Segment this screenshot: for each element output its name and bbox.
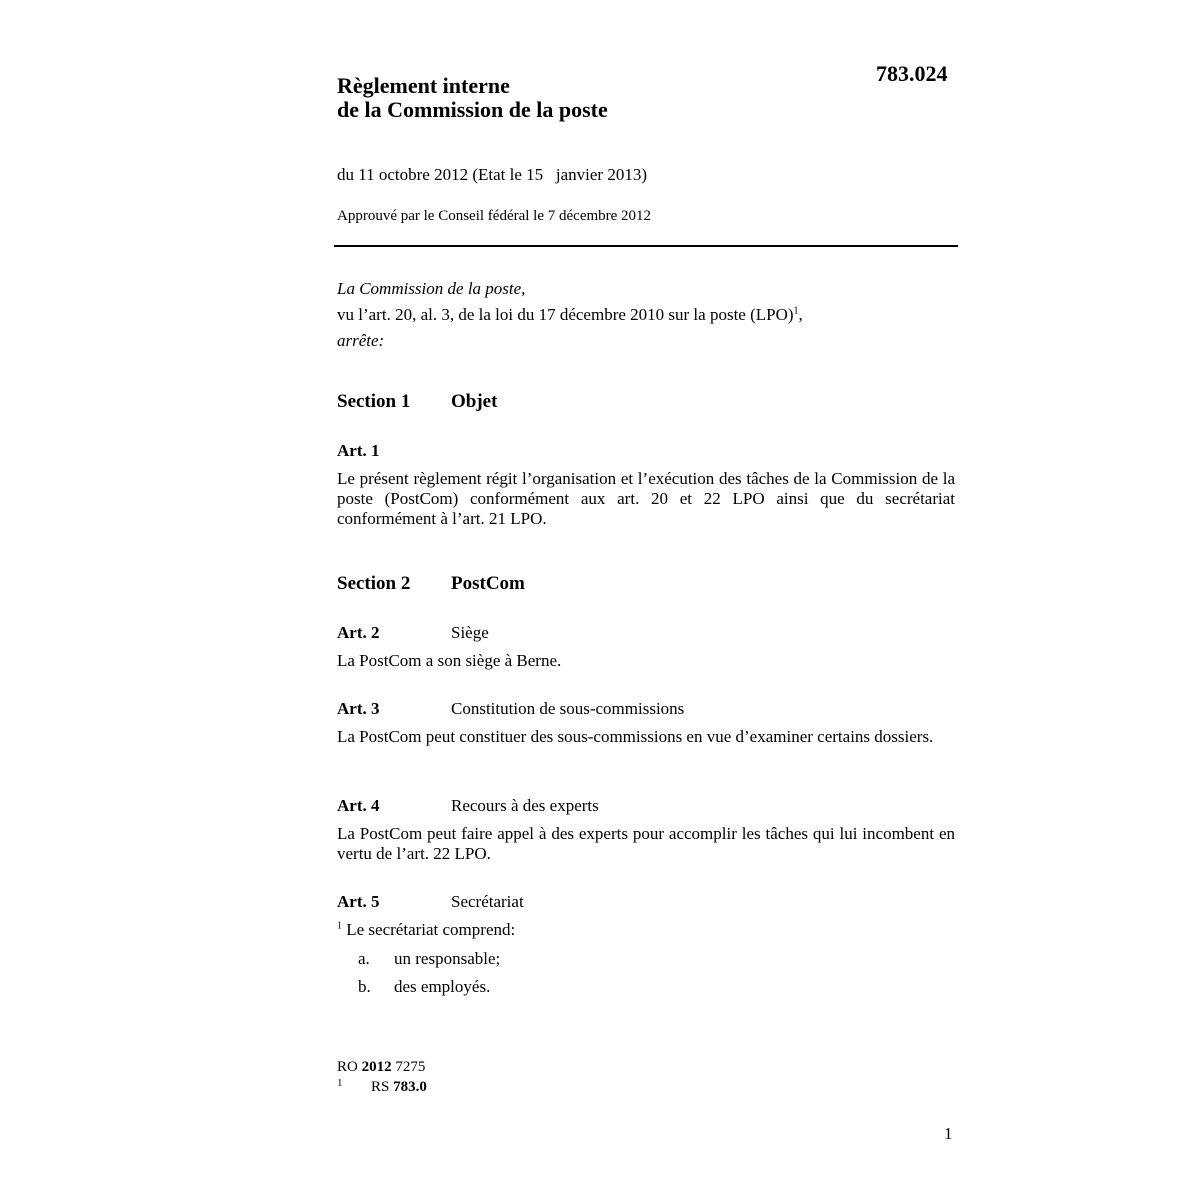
- article-title: Siège: [451, 623, 489, 642]
- paragraph-number: 1: [337, 920, 342, 932]
- preamble: [337, 276, 803, 354]
- ro-prefix: RO: [337, 1059, 358, 1075]
- footnote-text: [371, 1079, 427, 1096]
- section-number: Section 2: [337, 573, 411, 594]
- section-number: Section 1: [337, 391, 411, 412]
- article-title: Secrétariat: [451, 892, 524, 911]
- ro-year: 2012: [361, 1059, 392, 1075]
- header-divider: [334, 245, 958, 247]
- list-letter: b.: [358, 977, 371, 996]
- article-title: Constitution de sous-commissions: [451, 699, 685, 718]
- article-heading-4: [337, 796, 957, 818]
- footnote-ref-number: 783.0: [393, 1079, 427, 1095]
- list-item: [358, 949, 758, 971]
- preamble-basis-text: vu l’art. 20, al. 3, de la loi du 17 décembre 2010 sur la poste (LPO): [337, 305, 794, 324]
- section-heading-2: [337, 573, 937, 597]
- document-number: 783.024: [876, 61, 948, 86]
- section-heading-1: [337, 391, 937, 415]
- ro-page: 7275: [395, 1059, 426, 1075]
- footnote-1: [337, 1079, 537, 1099]
- footnote-prefix: RS: [371, 1079, 390, 1095]
- document-title: [337, 74, 608, 122]
- ro-citation: [337, 1059, 425, 1076]
- article-text-1: Le présent règlement régit l’organisation et l’exécution des tâches de la Commission de la poste (PostCom) conformément aux art. 20 et 22 LPO ainsi que du secrétariat conformément à l’art. 21 LPO.: [337, 469, 955, 528]
- article-number: Art. 1: [337, 441, 380, 460]
- footnote-ref[interactable]: 1: [793, 305, 799, 317]
- section-title: PostCom: [451, 573, 525, 594]
- list-text: des employés.: [394, 977, 491, 996]
- article-number: Art. 2: [337, 623, 380, 642]
- article-heading-5: [337, 892, 957, 914]
- article-heading-2: [337, 623, 957, 645]
- article-number: Art. 4: [337, 796, 380, 815]
- date-line: du 11 octobre 2012 (Etat le 15 janvier 2013): [337, 165, 648, 184]
- list-item: [358, 977, 758, 999]
- article-text-4: La PostCom peut faire appel à des experts pour accomplir les tâches qui lui incombent en vertu de l’art. 22 LPO.: [337, 824, 955, 863]
- title-line-2: de la Commission de la poste: [337, 97, 608, 122]
- list-letter: a.: [358, 949, 370, 968]
- article-text-5: [337, 920, 955, 940]
- page-number: 1: [944, 1124, 953, 1143]
- list-text: un responsable;: [394, 949, 501, 968]
- article-heading-1: [337, 441, 957, 463]
- article-number: Art. 5: [337, 892, 380, 911]
- title-line-1: Règlement interne: [337, 73, 510, 98]
- section-title: Objet: [451, 391, 498, 412]
- preamble-issuer: La Commission de la poste,: [337, 279, 526, 298]
- article-text-3: La PostCom peut constituer des sous-commissions en vue d’examiner certains dossiers.: [337, 727, 934, 746]
- article-number: Art. 3: [337, 699, 380, 718]
- preamble-basis-end: ,: [798, 305, 803, 324]
- article-text-2: La PostCom a son siège à Berne.: [337, 651, 562, 670]
- approval-line: Approuvé par le Conseil fédéral le 7 décembre 2012: [337, 208, 652, 224]
- preamble-basis: [337, 302, 803, 328]
- footnote-number: 1: [337, 1077, 343, 1089]
- preamble-decree: arrête:: [337, 331, 385, 350]
- article-title: Recours à des experts: [451, 796, 599, 815]
- article-heading-3: [337, 699, 957, 721]
- paragraph-text: Le secrétariat comprend:: [346, 920, 516, 939]
